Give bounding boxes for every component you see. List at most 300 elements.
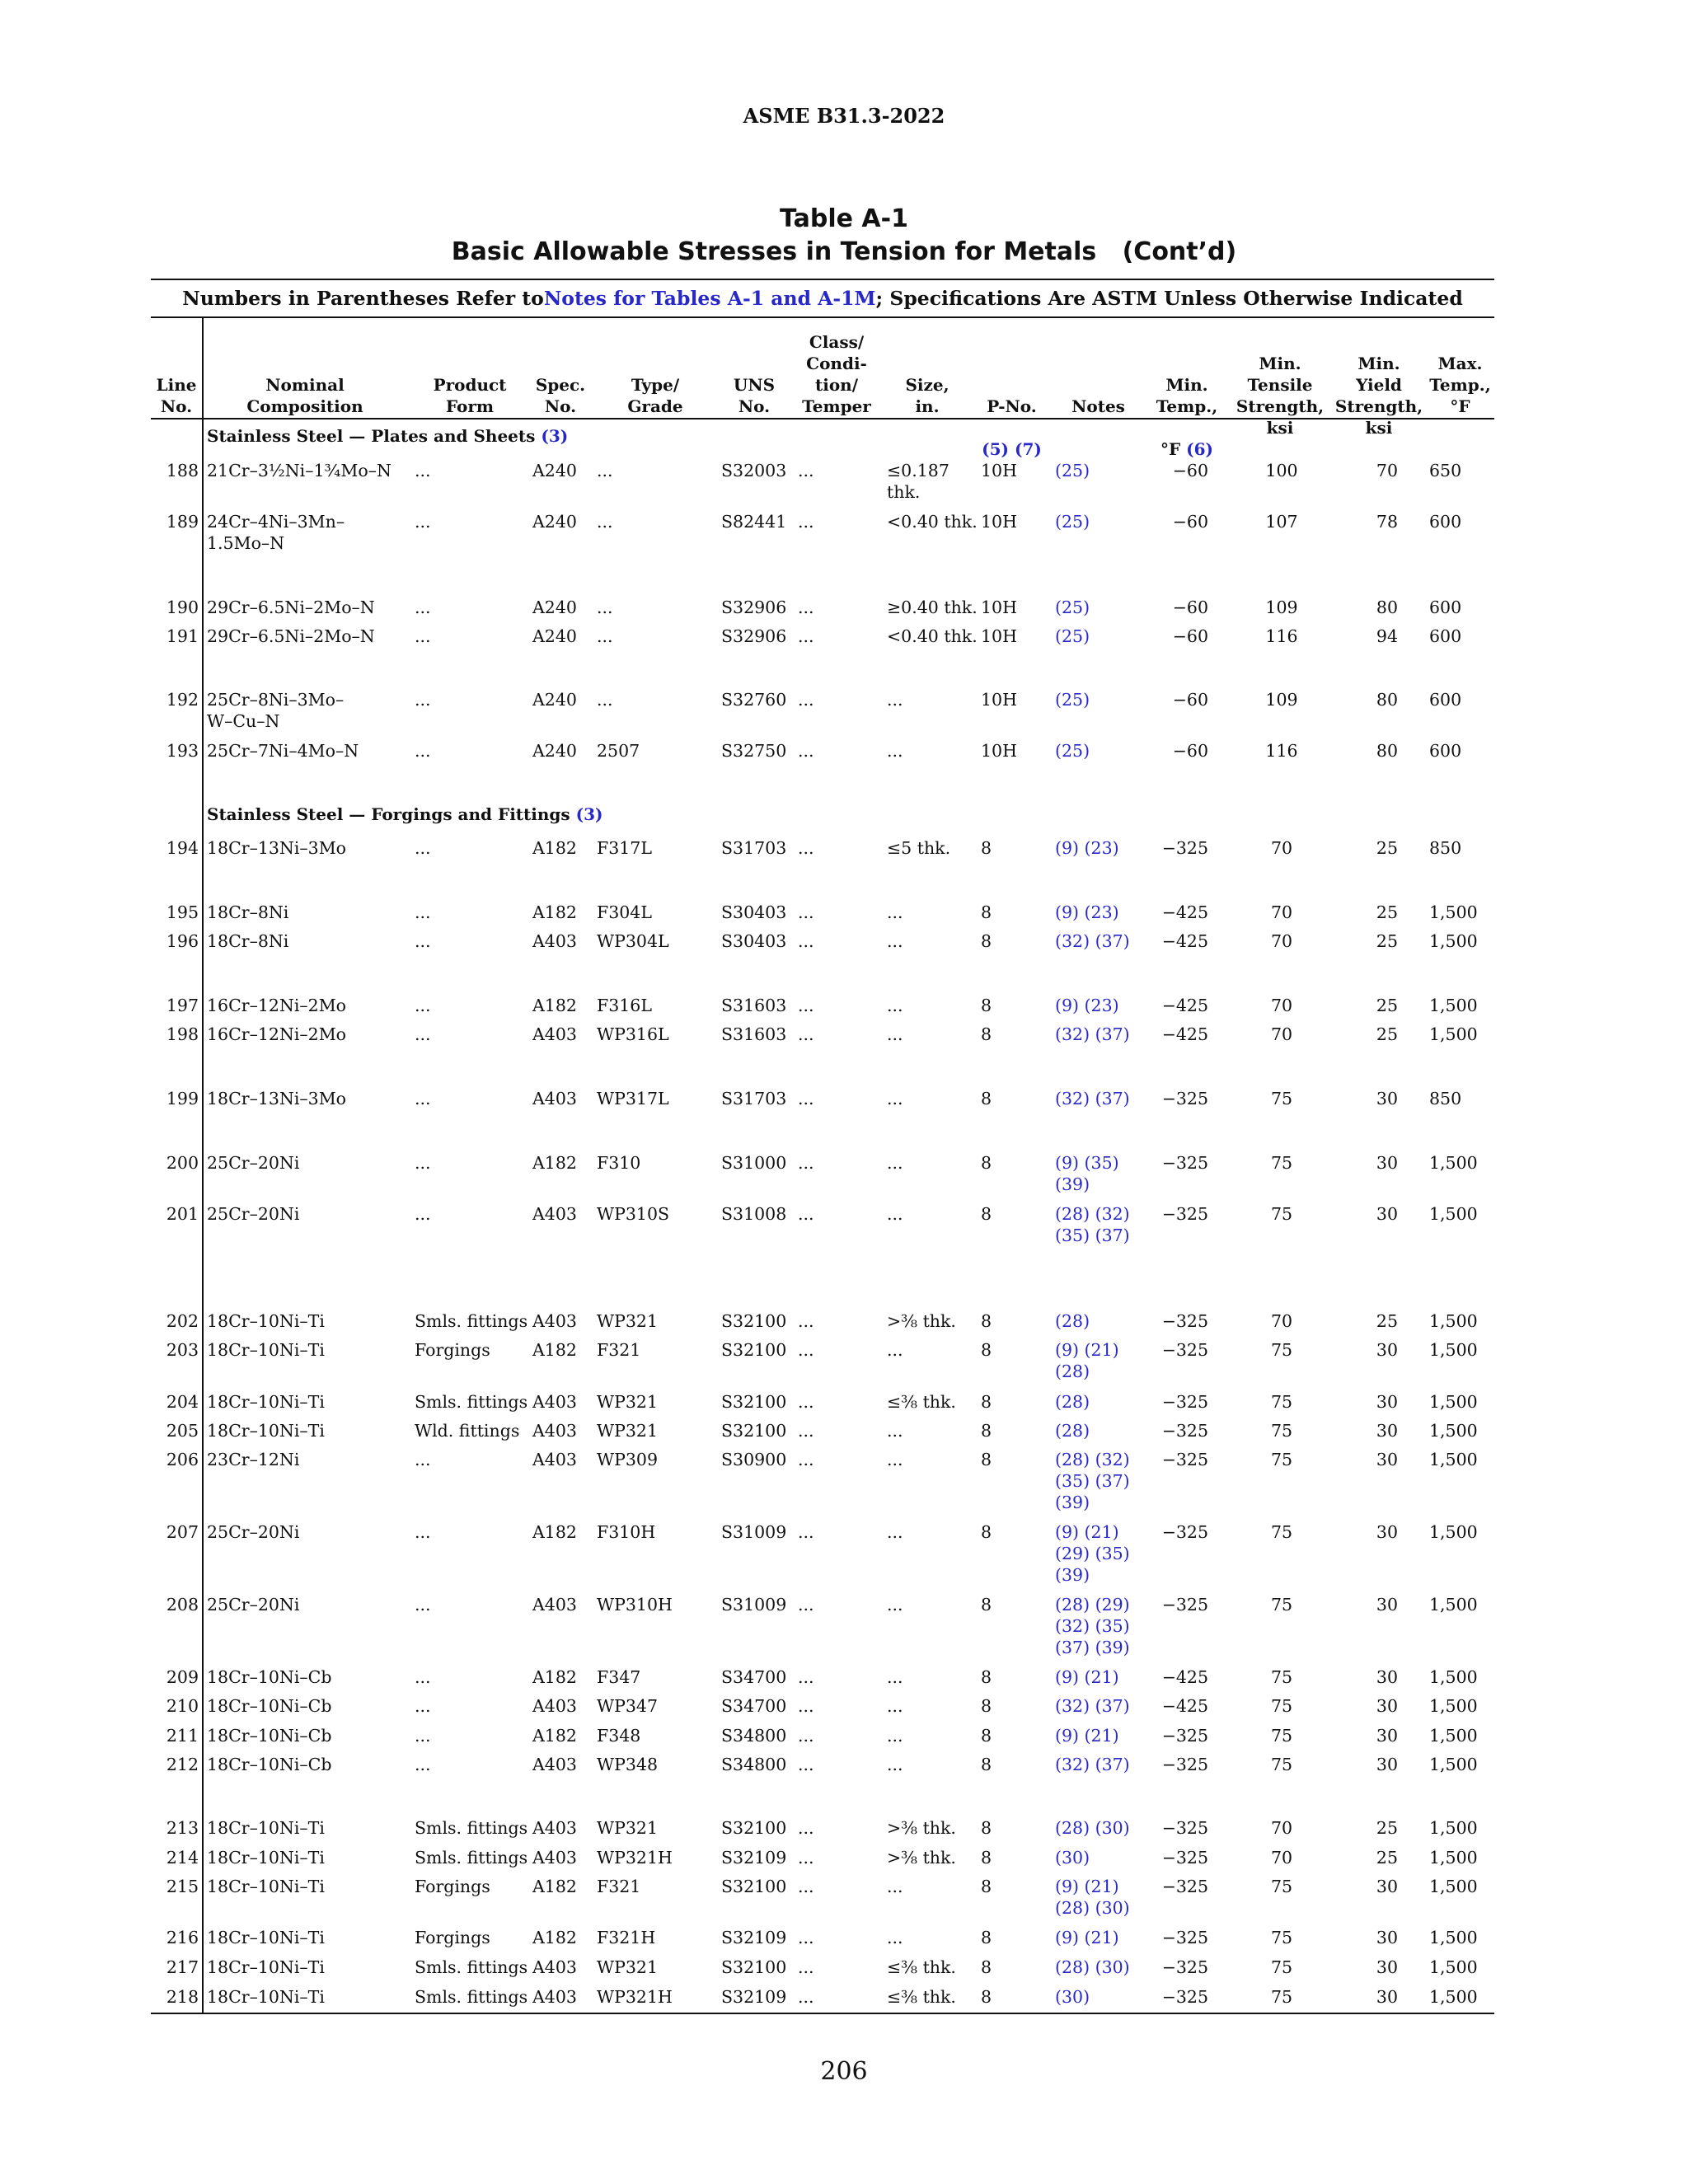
cell-notes[interactable]: (28) (32) (35) (37) (39) [1055, 1450, 1130, 1512]
cell-mintemp: −425 [1161, 1696, 1208, 1716]
cell-spec: A240 [532, 461, 577, 480]
cell-form: ... [415, 741, 431, 761]
cell-form: ... [415, 1153, 431, 1173]
cell-notes[interactable]: (32) (37) [1055, 1024, 1130, 1044]
cell-comp: 25Cr–20Ni [207, 1204, 300, 1224]
cell-yield: 30 [1376, 1667, 1398, 1687]
cell-tensile: 109 [1265, 598, 1298, 617]
cell-notes[interactable]: (9) (21) (28) (30) [1055, 1877, 1130, 1918]
cell-pno: 10H [981, 626, 1017, 646]
cell-pno: 8 [981, 1089, 992, 1108]
cell-cls: ... [798, 626, 814, 646]
cell-pno: 8 [981, 1522, 992, 1542]
cell-comp: 18Cr–10Ni–Cb [207, 1755, 332, 1774]
cell-comp: 18Cr–10Ni–Ti [207, 1987, 325, 2007]
cell-size: ... [887, 1667, 903, 1687]
cell-uns: S82441 [721, 512, 787, 532]
cell-form: ... [415, 996, 431, 1015]
cell-form: Smls. fittings [415, 1311, 528, 1331]
cell-yield: 30 [1376, 1089, 1398, 1108]
cell-uns: S34800 [721, 1755, 787, 1774]
cell-uns: S31009 [721, 1595, 787, 1615]
col-header-spec: Spec. No. [535, 375, 586, 416]
cell-notes[interactable]: (32) (37) [1055, 931, 1130, 951]
cell-mintemp: −325 [1161, 1877, 1208, 1896]
cell-mintemp: −60 [1172, 741, 1208, 761]
cell-pno: 8 [981, 1667, 992, 1687]
table-bottom-rule [151, 2013, 1494, 2014]
cell-maxtemp: 600 [1429, 626, 1462, 646]
cell-cls: ... [798, 1755, 814, 1774]
page-number: 206 [820, 2057, 868, 2086]
cell-notes[interactable]: (30) [1055, 1987, 1090, 2007]
cell-yield: 25 [1376, 1848, 1398, 1868]
cell-spec: A403 [532, 1024, 577, 1044]
cell-yield: 25 [1376, 1024, 1398, 1044]
cell-mintemp: −325 [1161, 1928, 1208, 1947]
cell-line: 190 [166, 598, 199, 617]
cell-maxtemp: 1,500 [1429, 1957, 1478, 1977]
cell-grade: WP317L [597, 1089, 669, 1108]
cell-notes[interactable]: (9) (23) [1055, 902, 1119, 922]
cell-notes[interactable]: (9) (21) [1055, 1726, 1119, 1746]
cell-size: ... [887, 1089, 903, 1108]
cell-notes[interactable]: (9) (23) [1055, 996, 1119, 1015]
cell-uns: S34700 [721, 1667, 787, 1687]
cell-pno: 8 [981, 1153, 992, 1173]
cell-tensile: 75 [1270, 1204, 1293, 1224]
cell-uns: S32109 [721, 1928, 787, 1947]
cell-size: ... [887, 1595, 903, 1615]
cell-grade: F304L [597, 902, 652, 922]
cell-spec: A182 [532, 1928, 577, 1947]
cell-maxtemp: 1,500 [1429, 1726, 1478, 1746]
cell-comp: 25Cr–8Ni–3Mo– W–Cu–N [207, 690, 345, 731]
cell-maxtemp: 1,500 [1429, 1421, 1478, 1441]
cell-notes[interactable]: (9) (23) [1055, 838, 1119, 858]
cell-notes[interactable]: (9) (35) (39) [1055, 1153, 1119, 1194]
mintemp-unit-line [1142, 438, 1232, 460]
cell-grade: WP348 [597, 1755, 658, 1774]
subtitle-text: Numbers in Parentheses Refer to [182, 287, 544, 310]
cell-line: 214 [166, 1848, 199, 1868]
cell-pno: 10H [981, 512, 1017, 532]
cell-grade: F310H [597, 1522, 656, 1542]
cell-mintemp: −425 [1161, 931, 1208, 951]
cell-form: ... [415, 931, 431, 951]
cell-comp: 18Cr–10Ni–Ti [207, 1848, 325, 1868]
cell-maxtemp: 1,500 [1429, 902, 1478, 922]
col-header-size: Size, in. [905, 375, 950, 416]
cell-tensile: 107 [1265, 512, 1298, 532]
cell-cls: ... [798, 1595, 814, 1615]
cell-notes[interactable]: (32) (37) [1055, 1755, 1130, 1774]
cell-mintemp: −325 [1161, 1987, 1208, 2007]
cell-tensile: 75 [1270, 1667, 1293, 1687]
cell-line: 209 [166, 1667, 199, 1687]
cell-spec: A240 [532, 626, 577, 646]
section-title: Stainless Steel — Plates and Sheets [207, 426, 542, 446]
cell-maxtemp: 1,500 [1429, 1877, 1478, 1896]
cell-comp: 18Cr–10Ni–Ti [207, 1818, 325, 1838]
col-header-notes: Notes [1071, 396, 1125, 416]
cell-spec: A182 [532, 838, 577, 858]
table-subtitle [151, 279, 1494, 318]
cell-tensile: 70 [1270, 902, 1293, 922]
cell-notes[interactable]: (30) [1055, 1848, 1090, 1868]
cell-yield: 80 [1376, 690, 1398, 710]
cell-tensile: 75 [1270, 1987, 1293, 2007]
cell-maxtemp: 600 [1429, 741, 1462, 761]
pno-label: P-No. [987, 396, 1037, 416]
cell-notes[interactable]: (25) [1055, 598, 1090, 617]
cell-tensile: 75 [1270, 1726, 1293, 1746]
cell-size: ≤0.187 thk. [887, 461, 950, 502]
cell-uns: S31009 [721, 1522, 787, 1542]
cell-grade: ... [597, 461, 613, 480]
cell-comp: 29Cr–6.5Ni–2Mo–N [207, 598, 375, 617]
cell-spec: A403 [532, 1450, 577, 1469]
cell-notes[interactable]: (28) (30) [1055, 1818, 1130, 1838]
cell-grade: ... [597, 512, 613, 532]
cell-size: ... [887, 1450, 903, 1469]
cell-tensile: 70 [1270, 1848, 1293, 1868]
cell-size: ... [887, 931, 903, 951]
cell-pno: 8 [981, 1957, 992, 1977]
cell-spec: A403 [532, 1818, 577, 1838]
cell-line: 210 [166, 1696, 199, 1716]
cell-notes[interactable]: (9) (21) [1055, 1928, 1119, 1947]
cell-notes[interactable]: (25) [1055, 741, 1090, 761]
cell-tensile: 75 [1270, 1392, 1293, 1412]
cell-spec: A403 [532, 1595, 577, 1615]
cell-form: ... [415, 1204, 431, 1224]
cell-size: ... [887, 1153, 903, 1173]
cell-cls: ... [798, 996, 814, 1015]
cell-uns: S32003 [721, 461, 787, 480]
cell-mintemp: −325 [1161, 1755, 1208, 1774]
cell-notes[interactable]: (28) (29) (32) (35) (37) (39) [1055, 1595, 1130, 1657]
cell-pno: 10H [981, 690, 1017, 710]
cell-grade: WP321 [597, 1392, 658, 1412]
cell-uns: S32100 [721, 1818, 787, 1838]
cell-tensile: 75 [1270, 1696, 1293, 1716]
cell-tensile: 70 [1270, 996, 1293, 1015]
cell-form: ... [415, 598, 431, 617]
cell-spec: A403 [532, 1848, 577, 1868]
cell-pno: 8 [981, 1877, 992, 1896]
cell-notes[interactable]: (28) [1055, 1311, 1090, 1331]
cell-yield: 94 [1376, 626, 1398, 646]
cell-tensile: 75 [1270, 1450, 1293, 1469]
cell-mintemp: −325 [1161, 1818, 1208, 1838]
cell-comp: 18Cr–13Ni–3Mo [207, 1089, 347, 1108]
cell-form: ... [415, 1667, 431, 1687]
cell-line: 206 [166, 1450, 199, 1469]
cell-mintemp: −425 [1161, 902, 1208, 922]
cell-maxtemp: 600 [1429, 598, 1462, 617]
cell-cls: ... [798, 1311, 814, 1331]
cell-line: 197 [166, 996, 199, 1015]
cell-grade: WP321 [597, 1818, 658, 1838]
cell-mintemp: −325 [1161, 1153, 1208, 1173]
cell-line: 212 [166, 1755, 199, 1774]
cell-form: ... [415, 1522, 431, 1542]
cell-spec: A403 [532, 1392, 577, 1412]
cell-size: ... [887, 1877, 903, 1896]
cell-line: 204 [166, 1392, 199, 1412]
cell-tensile: 75 [1270, 1595, 1293, 1615]
section-note[interactable]: (3) [541, 426, 569, 446]
cell-grade: F321 [597, 1877, 641, 1896]
cell-size: ... [887, 1340, 903, 1360]
cell-uns: S32100 [721, 1340, 787, 1360]
cell-mintemp: −425 [1161, 1024, 1208, 1044]
cell-grade: ... [597, 626, 613, 646]
cell-maxtemp: 1,500 [1429, 996, 1478, 1015]
table-number: Table A-1 [780, 204, 908, 233]
cell-form: ... [415, 461, 431, 480]
cell-mintemp: −325 [1161, 1450, 1208, 1469]
cell-comp: 18Cr–10Ni–Ti [207, 1392, 325, 1412]
cell-yield: 25 [1376, 1818, 1398, 1838]
cell-form: Smls. fittings [415, 1848, 528, 1868]
col-header-composition: Nominal Composition [246, 375, 363, 416]
cell-size: ... [887, 1726, 903, 1746]
cell-form: Smls. fittings [415, 1392, 528, 1412]
cell-line: 198 [166, 1024, 199, 1044]
cell-maxtemp: 1,500 [1429, 1153, 1478, 1173]
col-header-uns: UNS No. [733, 375, 776, 416]
cell-spec: A403 [532, 1421, 577, 1441]
cell-pno: 8 [981, 902, 992, 922]
cell-comp: 18Cr–10Ni–Ti [207, 1311, 325, 1331]
cell-comp: 18Cr–10Ni–Cb [207, 1667, 332, 1687]
cell-grade: WP310S [597, 1204, 670, 1224]
column-divider [202, 316, 204, 2013]
cell-comp: 16Cr–12Ni–2Mo [207, 1024, 347, 1044]
cell-notes[interactable]: (28) [1055, 1392, 1090, 1412]
cell-grade: F321H [597, 1928, 656, 1947]
col-header-class: Class/ Condi- tion/ Temper [802, 332, 871, 416]
cell-maxtemp: 1,500 [1429, 931, 1478, 951]
cell-cls: ... [798, 741, 814, 761]
cell-form: Smls. fittings [415, 1987, 528, 2007]
cell-notes[interactable]: (9) (21) [1055, 1667, 1119, 1687]
cell-line: 193 [166, 741, 199, 761]
cell-line: 217 [166, 1957, 199, 1977]
cell-line: 194 [166, 838, 199, 858]
cell-pno: 8 [981, 1848, 992, 1868]
cell-spec: A403 [532, 1311, 577, 1331]
cell-comp: 18Cr–13Ni–3Mo [207, 838, 347, 858]
cell-mintemp: −60 [1172, 690, 1208, 710]
cell-comp: 18Cr–10Ni–Ti [207, 1421, 325, 1441]
cell-line: 216 [166, 1928, 199, 1947]
cell-size: ... [887, 902, 903, 922]
cell-pno: 8 [981, 931, 992, 951]
section-title: Stainless Steel — Forgings and Fittings [207, 804, 576, 824]
cell-comp: 18Cr–8Ni [207, 931, 289, 951]
cell-cls: ... [798, 1340, 814, 1360]
cell-size: ... [887, 1522, 903, 1542]
cell-uns: S34800 [721, 1726, 787, 1746]
cell-spec: A240 [532, 741, 577, 761]
cell-notes[interactable]: (25) [1055, 690, 1090, 710]
cell-notes[interactable]: (25) [1055, 461, 1090, 480]
cell-tensile: 70 [1270, 931, 1293, 951]
cell-spec: A182 [532, 1340, 577, 1360]
cell-uns: S32100 [721, 1421, 787, 1441]
cell-comp: 18Cr–10Ni–Ti [207, 1957, 325, 1977]
cell-tensile: 116 [1265, 741, 1298, 761]
cell-pno: 8 [981, 1024, 992, 1044]
cell-notes[interactable]: (32) (37) [1055, 1696, 1130, 1716]
cell-mintemp: −325 [1161, 1595, 1208, 1615]
mintemp-note[interactable]: (6) [1186, 439, 1213, 459]
section-note[interactable]: (3) [575, 804, 603, 824]
cell-line: 200 [166, 1153, 199, 1173]
cell-size: ... [887, 1024, 903, 1044]
cell-cls: ... [798, 1089, 814, 1108]
cell-comp: 18Cr–10Ni–Ti [207, 1928, 325, 1947]
cell-maxtemp: 1,500 [1429, 1340, 1478, 1360]
cell-yield: 30 [1376, 1392, 1398, 1412]
section-heading [207, 426, 568, 446]
cell-notes[interactable]: (28) (30) [1055, 1957, 1130, 1977]
cell-tensile: 109 [1265, 690, 1298, 710]
cell-form: ... [415, 838, 431, 858]
table-caption-text: Basic Allowable Stresses in Tension for Metals [451, 237, 1097, 266]
cell-grade: WP310H [597, 1595, 673, 1615]
cell-grade: F316L [597, 996, 652, 1015]
cell-notes[interactable]: (28) [1055, 1421, 1090, 1441]
cell-spec: A403 [532, 1987, 577, 2007]
cell-notes[interactable]: (9) (21) (29) (35) (39) [1055, 1522, 1130, 1585]
cell-uns: S31603 [721, 996, 787, 1015]
cell-grade: WP321H [597, 1848, 673, 1868]
cell-cls: ... [798, 931, 814, 951]
cell-form: Forgings [415, 1340, 490, 1360]
cell-uns: S32100 [721, 1877, 787, 1896]
cell-uns: S31008 [721, 1204, 787, 1224]
running-head: ASME B31.3-2022 [743, 104, 945, 128]
cell-spec: A403 [532, 1957, 577, 1977]
cell-mintemp: −325 [1161, 1848, 1208, 1868]
cell-notes[interactable]: (28) (32) (35) (37) [1055, 1204, 1130, 1245]
cell-pno: 8 [981, 996, 992, 1015]
cell-yield: 30 [1376, 1928, 1398, 1947]
col-header-tensile: Min. Tensile Strength, ksi [1236, 354, 1325, 438]
cell-comp: 18Cr–8Ni [207, 902, 289, 922]
cell-maxtemp: 1,500 [1429, 1818, 1478, 1838]
cell-grade: F348 [597, 1726, 641, 1746]
cell-yield: 30 [1376, 1204, 1398, 1224]
cell-mintemp: −325 [1161, 1340, 1208, 1360]
cell-comp: 25Cr–7Ni–4Mo–N [207, 741, 359, 761]
cell-comp: 18Cr–10Ni–Ti [207, 1877, 325, 1896]
cell-maxtemp: 1,500 [1429, 1595, 1478, 1615]
cell-line: 195 [166, 902, 199, 922]
cell-comp: 18Cr–10Ni–Cb [207, 1696, 332, 1716]
cell-maxtemp: 1,500 [1429, 1848, 1478, 1868]
cell-form: Smls. fittings [415, 1957, 528, 1977]
cell-size: ≤⅜ thk. [887, 1392, 956, 1412]
cell-maxtemp: 850 [1429, 838, 1462, 858]
cell-size: >⅜ thk. [887, 1818, 956, 1838]
cell-comp: 25Cr–20Ni [207, 1153, 300, 1173]
cell-maxtemp: 1,500 [1429, 1204, 1478, 1224]
cell-grade: WP347 [597, 1696, 658, 1716]
cell-form: ... [415, 1726, 431, 1746]
cell-grade: WP309 [597, 1450, 658, 1469]
cell-spec: A403 [532, 1204, 577, 1224]
cell-cls: ... [798, 461, 814, 480]
cell-form: ... [415, 1450, 431, 1469]
cell-line: 188 [166, 461, 199, 480]
cell-line: 205 [166, 1421, 199, 1441]
cell-notes[interactable]: (25) [1055, 626, 1090, 646]
cell-line: 207 [166, 1522, 199, 1542]
cell-yield: 25 [1376, 1311, 1398, 1331]
cell-form: ... [415, 1089, 431, 1108]
cell-form: Smls. fittings [415, 1818, 528, 1838]
cell-uns: S31000 [721, 1153, 787, 1173]
col-header-yield: Min. Yield Strength, ksi [1334, 354, 1423, 438]
cell-tensile: 70 [1270, 838, 1293, 858]
cell-notes[interactable]: (32) (37) [1055, 1089, 1130, 1108]
cell-grade: WP321 [597, 1311, 658, 1331]
cell-cls: ... [798, 1421, 814, 1441]
cell-comp: 25Cr–20Ni [207, 1522, 300, 1542]
pno-notes[interactable]: (5) (7) [982, 439, 1042, 459]
cell-tensile: 116 [1265, 626, 1298, 646]
cell-tensile: 70 [1270, 1311, 1293, 1331]
cell-pno: 10H [981, 461, 1017, 480]
cell-grade: ... [597, 598, 613, 617]
cell-form: ... [415, 1024, 431, 1044]
cell-maxtemp: 650 [1429, 461, 1462, 480]
cell-cls: ... [798, 1928, 814, 1947]
col-header-form: Product Form [433, 375, 507, 416]
cell-cls: ... [798, 1848, 814, 1868]
cell-size: ... [887, 741, 903, 761]
cell-yield: 30 [1376, 1877, 1398, 1896]
cell-maxtemp: 1,500 [1429, 1755, 1478, 1774]
cell-form: Forgings [415, 1928, 490, 1947]
cell-spec: A182 [532, 1726, 577, 1746]
mintemp-unit: °F [1160, 439, 1187, 459]
cell-uns: S32109 [721, 1848, 787, 1868]
cell-yield: 30 [1376, 1340, 1398, 1360]
cell-comp: 24Cr–4Ni–3Mn– 1.5Mo–N [207, 512, 345, 553]
cell-uns: S32760 [721, 690, 787, 710]
continued-label: (Cont’d) [1122, 237, 1237, 266]
cell-notes[interactable]: (25) [1055, 512, 1090, 532]
cell-yield: 78 [1376, 512, 1398, 532]
cell-mintemp: −325 [1161, 1957, 1208, 1977]
cell-yield: 30 [1376, 1755, 1398, 1774]
cell-line: 211 [166, 1726, 199, 1746]
cell-line: 192 [166, 690, 199, 710]
cell-cls: ... [798, 1204, 814, 1224]
table-title [0, 203, 1688, 269]
cell-yield: 80 [1376, 741, 1398, 761]
cell-notes[interactable]: (9) (21) (28) [1055, 1340, 1119, 1381]
notes-link[interactable]: Notes for Tables A-1 and A-1M [543, 287, 876, 310]
cell-grade: F321 [597, 1340, 641, 1360]
cell-maxtemp: 600 [1429, 512, 1462, 532]
